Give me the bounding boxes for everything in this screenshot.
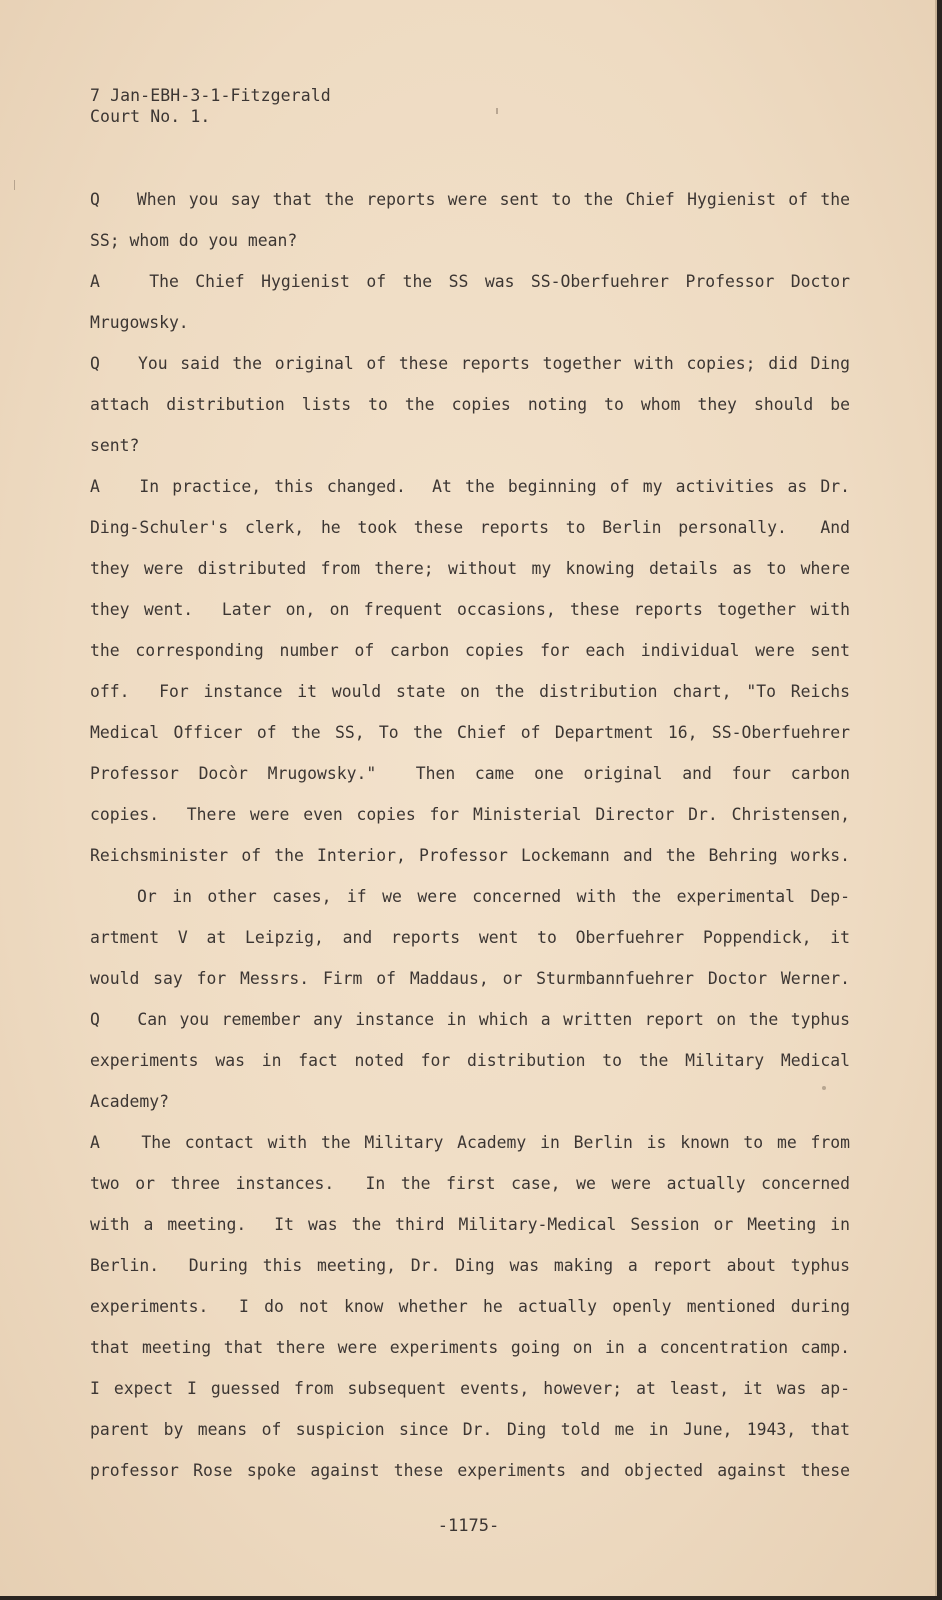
text-line: Ding-Schuler's clerk, he took these reports to Berlin personally. And xyxy=(90,518,850,537)
text-line: SS; whom do you mean? xyxy=(90,231,298,250)
text-line: A The contact with the Military Academy in Berlin is known to me from xyxy=(90,1133,850,1152)
text-line: experiments was in fact noted for distribution to the Military Medical xyxy=(90,1051,850,1070)
text-line: would say for Messrs. Firm of Maddaus, or Sturmbannfuehrer Doctor Werner. xyxy=(90,969,850,988)
text-line: artment V at Leipzig, and reports went to Oberfuehrer Poppendick, it xyxy=(90,928,850,947)
text-line: Or in other cases, if we were concerned with the experimental Dep- xyxy=(137,887,850,906)
text-line: Academy? xyxy=(90,1092,169,1111)
text-line: experiments. I do not know whether he actually openly mentioned during xyxy=(90,1297,850,1316)
text-line: parent by means of suspicion since Dr. Ding told me in June, 1943, that xyxy=(90,1420,850,1439)
text-line: copies. There were even copies for Ministerial Director Dr. Christensen, xyxy=(90,805,850,824)
text-line: attach distribution lists to the copies noting to whom they should be xyxy=(90,395,850,414)
text-line: Professor Docòr Mrugowsky." Then came one original and four carbon xyxy=(90,764,850,783)
paper-speck xyxy=(496,108,498,114)
paper-speck xyxy=(822,1086,826,1090)
text-line: A In practice, this changed. At the beginning of my activities as Dr. xyxy=(90,477,850,496)
text-line: Q You said the original of these reports together with copies; did Ding xyxy=(90,354,850,373)
text-line: two or three instances. In the first case, we were actually concerned xyxy=(90,1174,850,1193)
text-line: off. For instance it would state on the distribution chart, "To Reichs xyxy=(90,682,850,701)
text-line: professor Rose spoke against these experiments and objected against these xyxy=(90,1461,850,1480)
text-line: sent? xyxy=(90,436,140,455)
text-line: Q Can you remember any instance in which a written report on the typhus xyxy=(90,1010,850,1029)
text-line: Berlin. During this meeting, Dr. Ding was making a report about typhus xyxy=(90,1256,850,1275)
text-line: with a meeting. It was the third Military-Medical Session or Meeting in xyxy=(90,1215,850,1234)
text-line: Q When you say that the reports were sent to the Chief Hygienist of the xyxy=(90,190,850,209)
paper-speck xyxy=(14,180,15,190)
text-line: I expect I guessed from subsequent events, however; at least, it was ap- xyxy=(90,1379,850,1398)
text-line: they went. Later on, on frequent occasions, these reports together with xyxy=(90,600,850,619)
header-court: Court No. 1. xyxy=(90,107,211,126)
text-line: Mrugowsky. xyxy=(90,313,189,332)
text-line: they were distributed from there; without my knowing details as to where xyxy=(90,559,850,578)
text-line: the corresponding number of carbon copies for each individual were sent xyxy=(90,641,850,660)
text-line: Medical Officer of the SS, To the Chief of Department 16, SS-Oberfuehrer xyxy=(90,723,850,742)
text-line: A The Chief Hygienist of the SS was SS-Oberfuehrer Professor Doctor xyxy=(90,272,850,291)
text-line: that meeting that there were experiments going on in a concentration camp. xyxy=(90,1338,850,1357)
text-line: Reichsminister of the Interior, Professor Lockemann and the Behring works. xyxy=(90,846,850,865)
header-reference: 7 Jan-EBH-3-1-Fitzgerald xyxy=(90,86,331,105)
page-number: -1175- xyxy=(437,1516,500,1536)
